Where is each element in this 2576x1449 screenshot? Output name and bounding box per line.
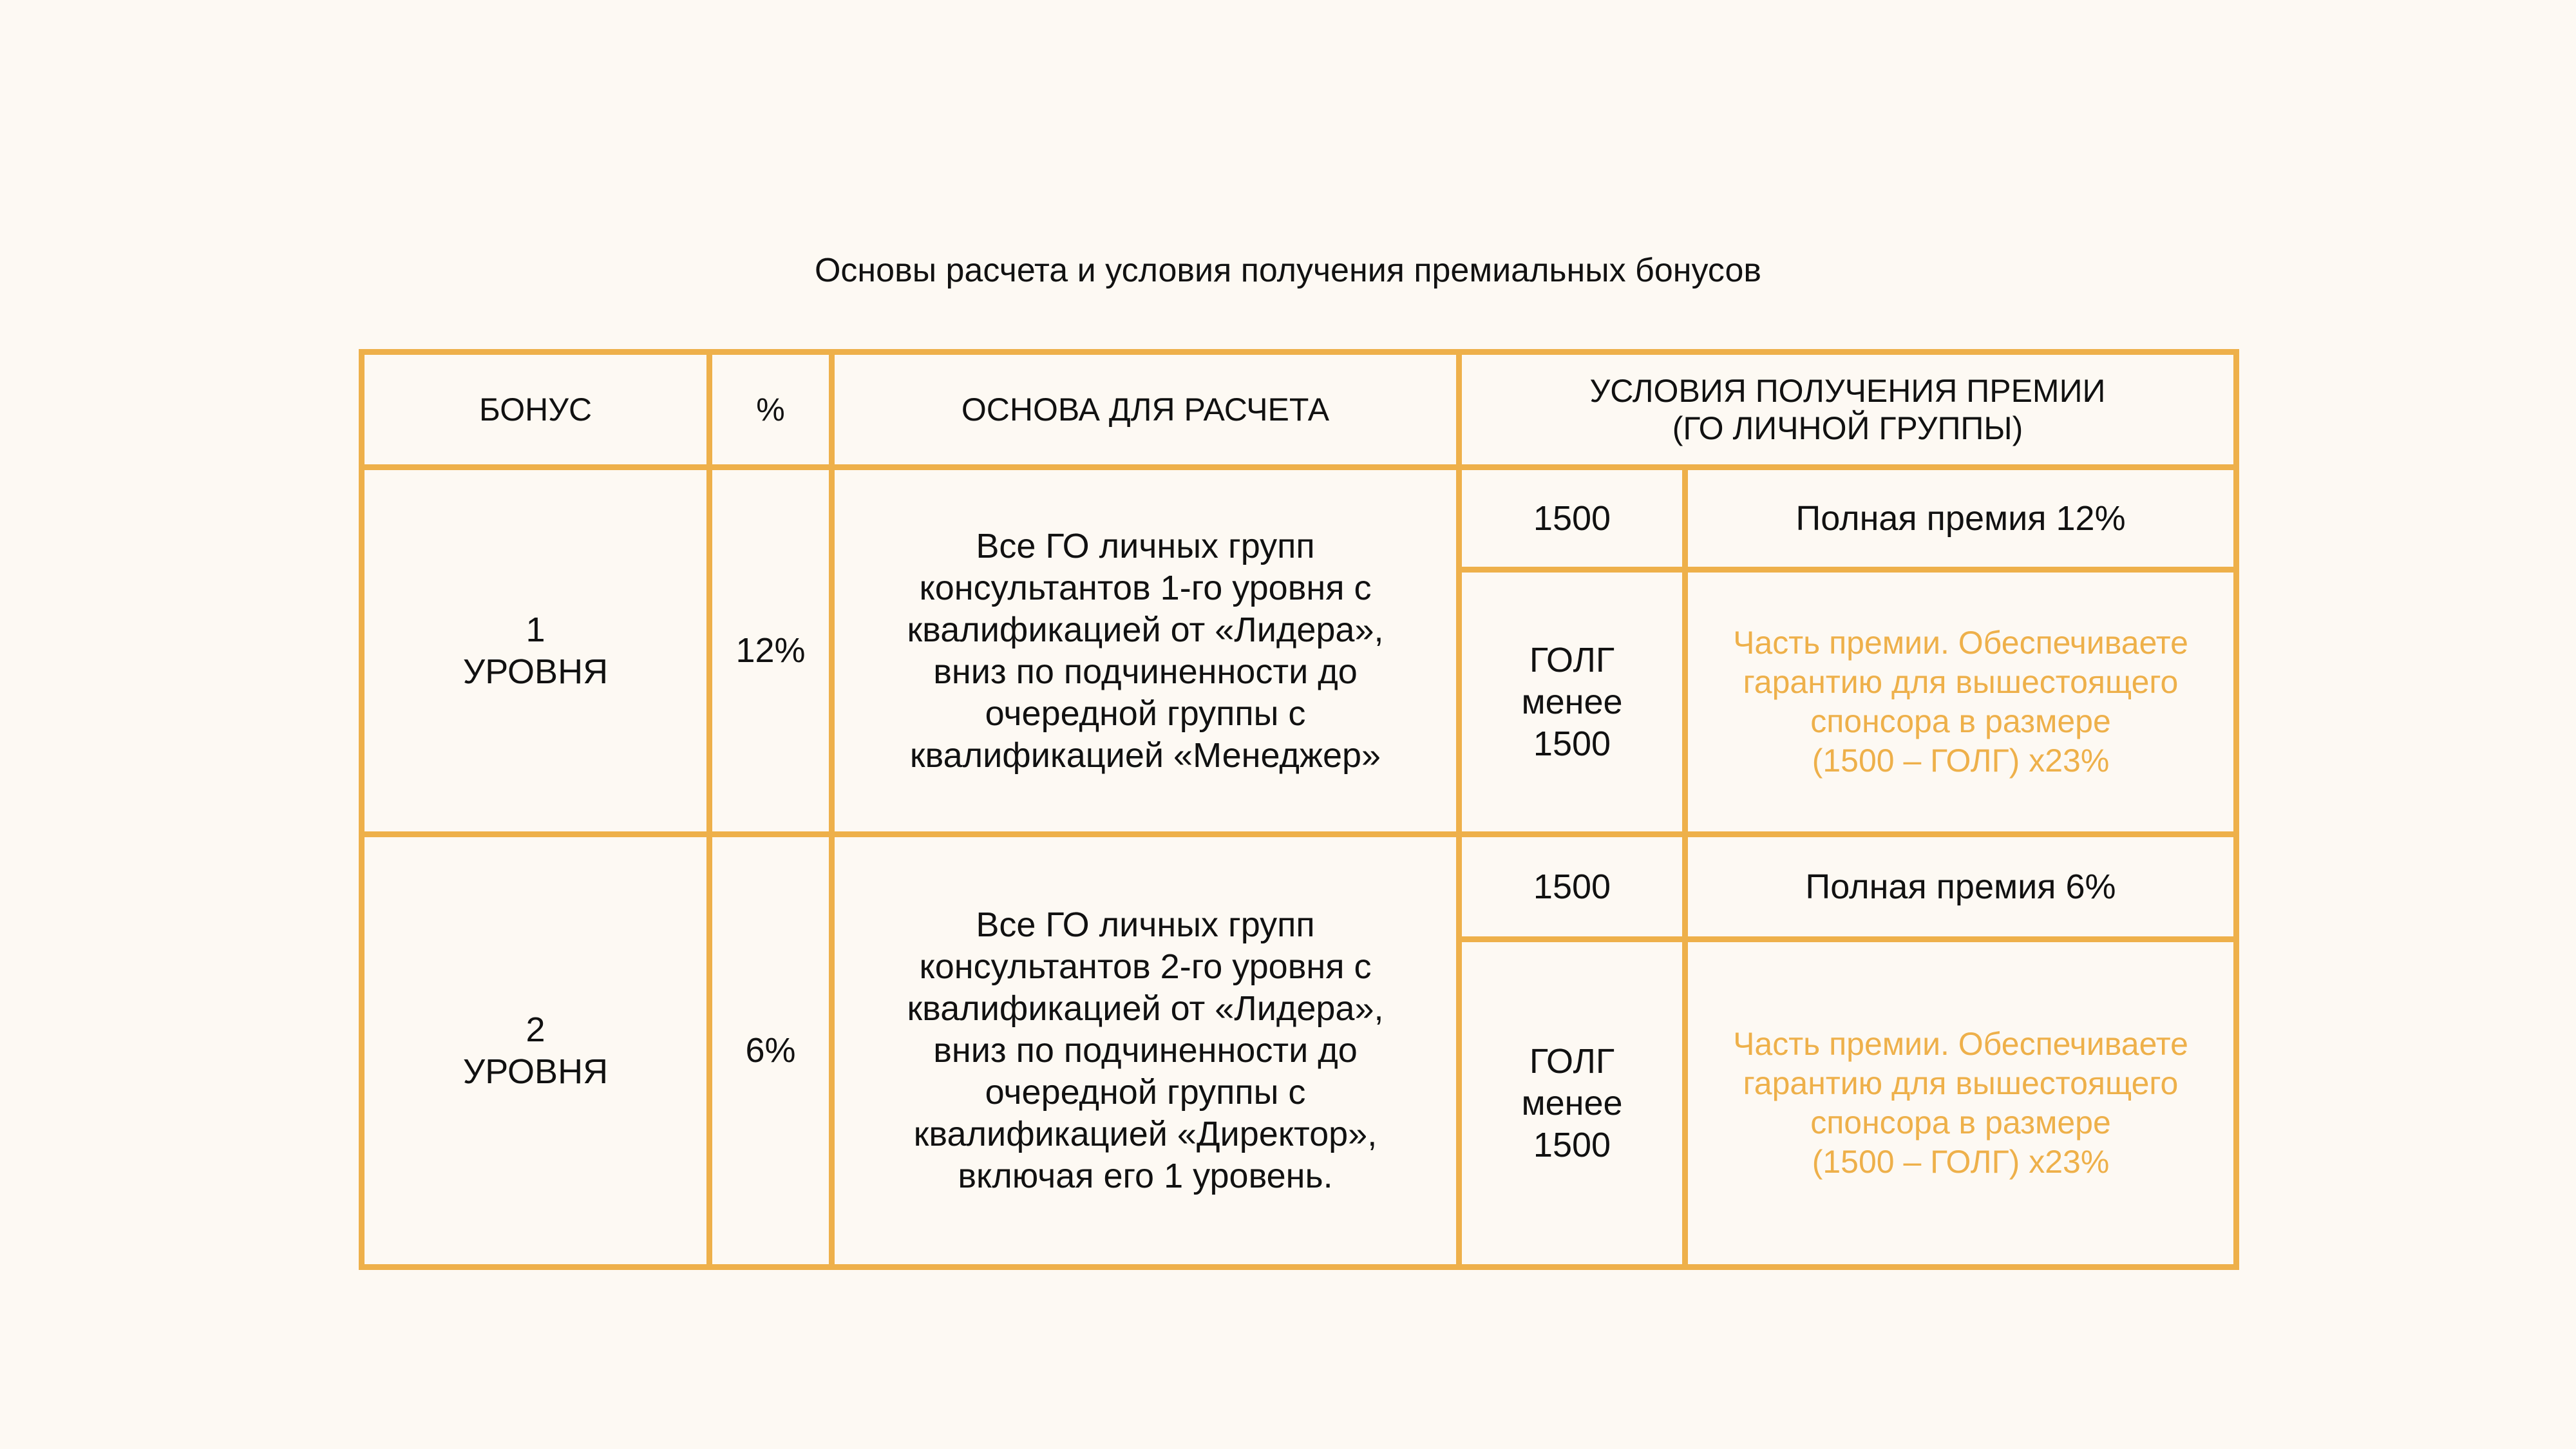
full-result-cell: Полная премия 12%: [1685, 468, 2237, 570]
bonus-basis-cell: Все ГО личных групп консультантов 1-го уровня с квалификацией от «Лидера», вниз по подчиненности до очередной группы с квалификацией «Менеджер»: [832, 468, 1459, 835]
bonus-level-cell: 1 УРОВНЯ: [362, 468, 710, 835]
bonus-basis-cell: Все ГО личных групп консультантов 2-го уровня с квалификацией от «Лидера», вниз по подчиненности до очередной группы с квалификацией «Директор», включая его 1 уровень.: [832, 835, 1459, 1267]
full-condition-cell: 1500: [1459, 468, 1685, 570]
header-basis: ОСНОВА ДЛЯ РАСЧЕТА: [832, 352, 1459, 468]
table-row: [362, 468, 2237, 570]
full-condition-cell: 1500: [1459, 835, 1685, 940]
table-row: [362, 835, 2237, 940]
bonus-level-cell: 2 УРОВНЯ: [362, 835, 710, 1267]
header-percent: %: [710, 352, 832, 468]
bonus-table: [359, 349, 2239, 1270]
bonus-percent-cell: 6%: [710, 835, 832, 1267]
table-header-row: [362, 352, 2237, 468]
header-bonus: БОНУС: [362, 352, 710, 468]
page-title: Основы расчета и условия получения премиальных бонусов: [814, 252, 1761, 289]
full-result-cell: Полная премия 6%: [1685, 835, 2237, 940]
bonus-percent-cell: 12%: [710, 468, 832, 835]
partial-result-cell: Часть премии. Обеспечиваете гарантию для вышестоящего спонсора в размере (1500 – ГОЛГ) х23%: [1685, 570, 2237, 835]
partial-condition-cell: ГОЛГ менее 1500: [1459, 940, 1685, 1267]
partial-result-cell: Часть премии. Обеспечиваете гарантию для вышестоящего спонсора в размере (1500 – ГОЛГ) х23%: [1685, 940, 2237, 1267]
partial-condition-cell: ГОЛГ менее 1500: [1459, 570, 1685, 835]
header-conditions: УСЛОВИЯ ПОЛУЧЕНИЯ ПРЕМИИ (ГО ЛИЧНОЙ ГРУППЫ): [1459, 352, 2237, 468]
